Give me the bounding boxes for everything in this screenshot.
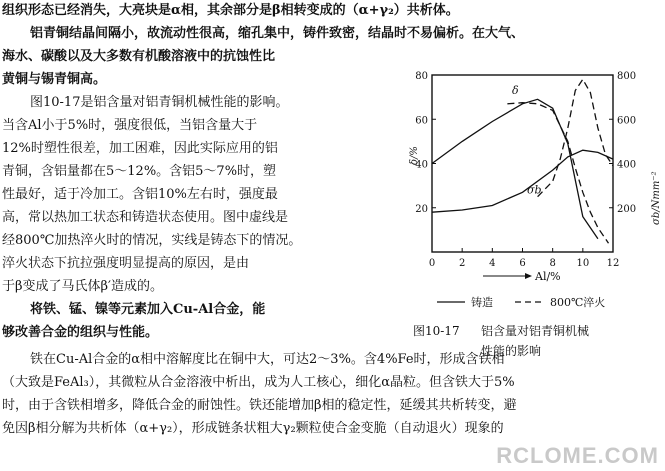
y-left-tick-label: 20	[415, 203, 428, 215]
y-right-tick-label: 200	[617, 203, 637, 215]
text-line: 组织形态已经消失，大亮块是α相，其余部分是β相转变成的（α+γ₂）共析体。	[2, 3, 459, 18]
series-line-0	[432, 99, 598, 238]
y-left-tick-label: 60	[415, 115, 428, 127]
x-tick-label: 8	[549, 258, 556, 269]
figure-caption-number: 图10-17	[413, 324, 460, 338]
text-line: 经800℃加热淬火时的情况，实线是铸态下的情况。	[2, 233, 302, 248]
series-label-delta: δ	[511, 83, 519, 97]
x-tick-label: 2	[458, 258, 466, 269]
x-tick-label: 6	[519, 258, 526, 269]
text-line: 12%时塑性很差，加工困难，因此实际应用的铝	[2, 141, 278, 156]
y-right-tick-label: 400	[617, 159, 637, 171]
text-line: 免因β相分解为共析体（α+γ₂），形成链条状粗大γ₂颗粒使合金变脆（自动退火）现象的	[2, 421, 504, 436]
text-line: 高，常以热加工状态和铸造状态使用。图中虚线是	[2, 210, 289, 225]
x-tick-label: 12	[606, 258, 620, 269]
plot-frame	[432, 75, 613, 252]
series-line-2	[507, 103, 608, 244]
chart	[405, 40, 663, 320]
y-right-axis-title: σb/Nmm⁻²	[651, 171, 662, 225]
legend-dashed-label: 800℃淬火	[550, 296, 606, 309]
figure-caption-line2: 性能的影响	[481, 344, 542, 358]
watermark: RCLOME.COM	[496, 443, 659, 468]
text-line: 铁在Cu-Al合金的α相中溶解度比在铜中大，可达2～3%。含4%Fe时，形成含铁相	[30, 352, 505, 367]
x-tick-label: 10	[576, 258, 590, 269]
x-axis-title: Al/%	[535, 270, 561, 283]
y-right-tick-label: 600	[617, 115, 637, 127]
text-line: 够改善合金的组织与性能。	[2, 325, 159, 340]
text-line: 黄铜与锡青铜高。	[2, 72, 107, 87]
text-line: 淬火状态下抗拉强度明显提高的原因，是由	[2, 256, 250, 271]
series-line-1	[432, 150, 613, 212]
figure-caption-line1: 铝含量对铝青铜机械	[481, 324, 590, 338]
legend-solid-label: 铸造	[471, 296, 493, 309]
y-left-axis-title: δ/%	[409, 146, 420, 165]
y-left-tick-label: 40	[415, 159, 428, 171]
text-line: 图10-17是铝含量对铝青铜机械性能的影响。	[30, 95, 289, 110]
text-line: 将铁、锰、镍等元素加入Cu-Al合金，能	[30, 302, 266, 317]
text-line: 铝青铜结晶间隔小，故流动性很高，缩孔集中，铸件致密，结晶时不易偏析。在大气、	[30, 26, 525, 41]
x-axis-arrow-head	[525, 273, 532, 279]
series-label-sigma: σb	[527, 183, 542, 197]
text-line: 于β变成了马氏体β′造成的。	[2, 279, 163, 294]
figure-10-17	[405, 40, 663, 370]
text-line: 性最好，适于冷加工。含铝10%左右时，强度最	[2, 187, 278, 202]
text-line: （大致是FeAl₃），其微粒从合金溶液中析出，成为人工核心，细化α晶粒。但含铁大于5%	[2, 375, 515, 390]
x-tick-label: 4	[489, 258, 496, 269]
y-right-tick-label: 800	[617, 71, 637, 82]
text-line: 当含Al小于5%时，强度很低，当铝含量大于	[2, 118, 258, 133]
y-left-tick-label: 80	[415, 71, 428, 82]
x-tick-label: 0	[428, 258, 436, 269]
text-line: 青铜，含铝量都在5～12%。含铝5～7%时，塑	[2, 164, 277, 179]
text-line: 时，由于含铁相增多，降低合金的耐蚀性。铁还能增加β相的稳定性，延缓其共析转变，避	[2, 398, 517, 413]
text-line: 海水、碳酸以及大多数有机酸溶液中的抗蚀性比	[2, 49, 276, 64]
